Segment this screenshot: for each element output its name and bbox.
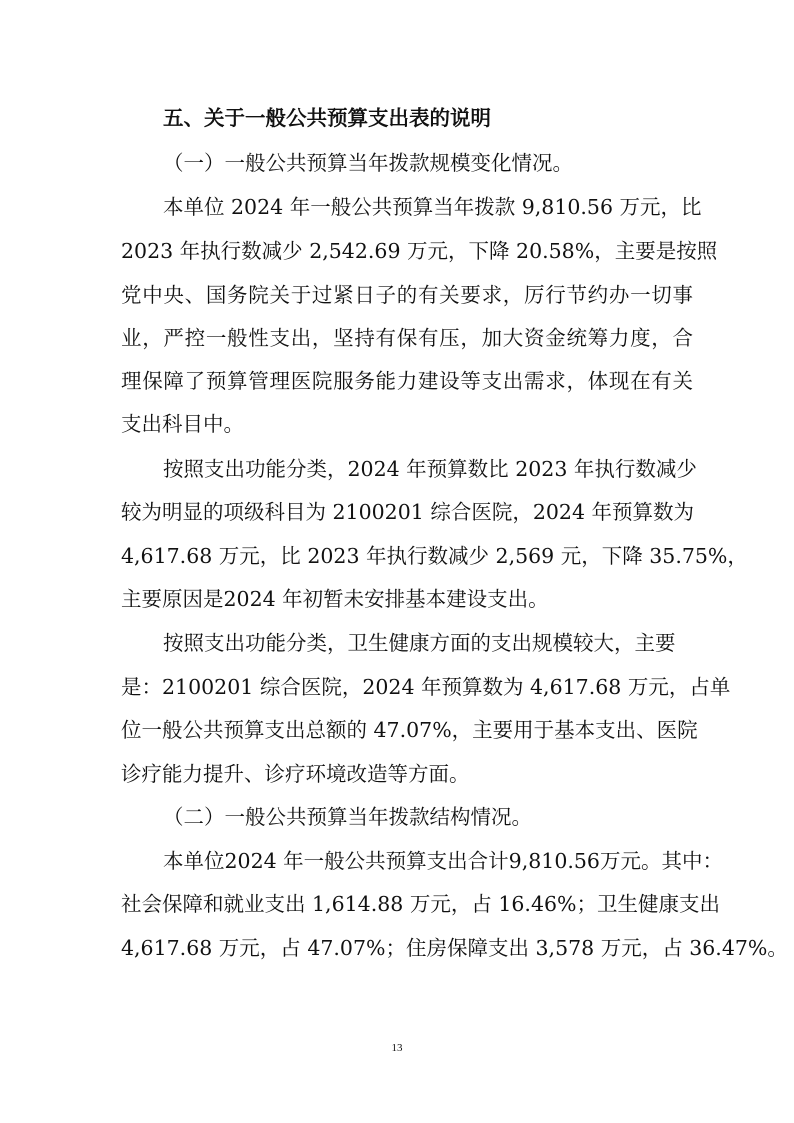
page-number: 13 bbox=[391, 1042, 403, 1054]
paragraph-3-line-1: 按照支出功能分类，卫生健康方面的支出规模较大，主要 bbox=[163, 631, 676, 655]
paragraph-2-line-2: 较为明显的项级科目为 2100201 综合医院，2024 年预算数为 bbox=[121, 500, 695, 524]
paragraph-3-line-3: 位一般公共预算支出总额的 47.07%，主要用于基本支出、医院 bbox=[121, 718, 698, 742]
paragraph-1-line-6: 支出科目中。 bbox=[121, 412, 244, 436]
paragraph-1-line-1: 本单位 2024 年一般公共预算当年拨款 9,810.56 万元，比 bbox=[163, 195, 702, 219]
paragraph-4-line-1: 本单位2024 年一般公共预算支出合计9,810.56万元。其中： bbox=[163, 849, 723, 873]
paragraph-1-line-4: 业，严控一般性支出，坚持有保有压，加大资金统筹力度，合 bbox=[121, 326, 693, 350]
subsection-2-heading: （二）一般公共预算当年拨款结构情况。 bbox=[163, 805, 532, 829]
paragraph-4-line-2: 社会保障和就业支出 1,614.88 万元，占 16.46%；卫生健康支出 bbox=[121, 892, 721, 916]
paragraph-4-line-3: 4,617.68 万元，占 47.07%；住房保障支出 3,578 万元，占 36.47%。 bbox=[121, 936, 788, 960]
paragraph-1-line-3: 党中央、国务院关于过紧日子的有关要求，厉行节约办一切事 bbox=[121, 283, 693, 307]
paragraph-2-line-3: 4,617.68 万元，比 2023 年执行数减少 2,569 元，下降 35.75%， bbox=[121, 544, 748, 568]
paragraph-3-line-2: 是：2100201 综合医院，2024 年预算数为 4,617.68 万元，占单 bbox=[121, 675, 731, 699]
paragraph-3-line-4: 诊疗能力提升、诊疗环境改造等方面。 bbox=[121, 762, 470, 786]
section-heading: 五、关于一般公共预算支出表的说明 bbox=[163, 106, 491, 130]
paragraph-1-line-2: 2023 年执行数减少 2,542.69 万元，下降 20.58%，主要是按照 bbox=[121, 239, 718, 263]
paragraph-2-line-1: 按照支出功能分类，2024 年预算数比 2023 年执行数减少 bbox=[163, 457, 697, 481]
paragraph-2-line-4: 主要原因是2024 年初暂未安排基本建设支出。 bbox=[121, 587, 549, 611]
paragraph-1-line-5: 理保障了预算管理医院服务能力建设等支出需求，体现在有关 bbox=[121, 369, 693, 393]
subsection-1-heading: （一）一般公共预算当年拨款规模变化情况。 bbox=[163, 151, 573, 175]
